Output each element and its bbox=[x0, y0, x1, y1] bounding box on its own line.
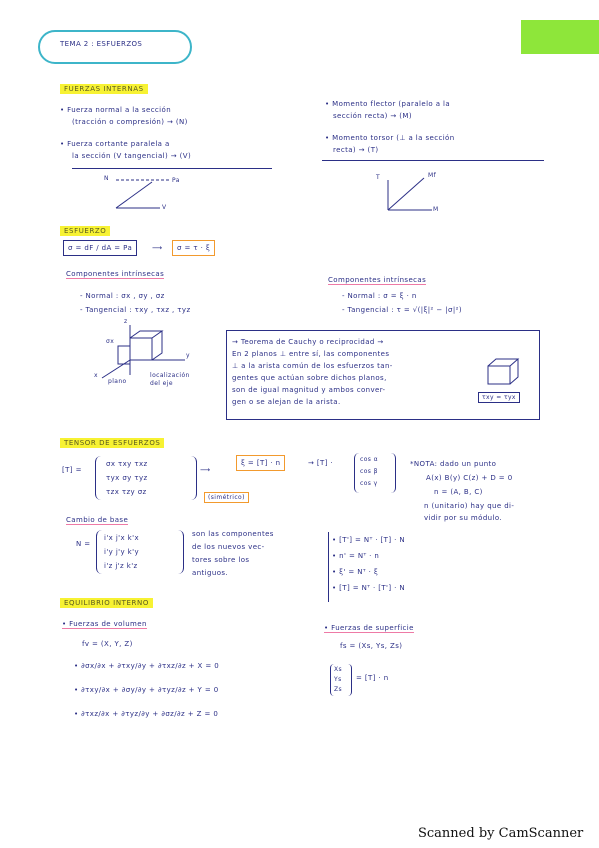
conversion-3: • ξ' = Nᵀ · ξ bbox=[332, 568, 379, 576]
cauchy-note-4: gentes que actúan sobre dichos planos, bbox=[232, 374, 387, 382]
cauchy-note-6: gen o se alejan de la arista. bbox=[232, 398, 341, 406]
conversion-list-bar bbox=[328, 532, 329, 602]
n-matrix-row-3: i'z j'z k'z bbox=[104, 562, 138, 570]
surface-vec-y: Ys bbox=[334, 676, 342, 683]
cauchy-cube-icon bbox=[484, 356, 524, 388]
tensor-row-1: σx τxy τxz bbox=[106, 460, 148, 468]
cauchy-note-3: ⊥ a la arista común de los esfuerzos tan- bbox=[232, 362, 393, 370]
change-desc-1: son las componentes bbox=[192, 530, 274, 538]
page-title: TEMA 2 : ESFUERZOS bbox=[60, 40, 143, 48]
s1-right-4: recta) → (T) bbox=[333, 146, 379, 154]
section-heading-tensor: TENSOR DE ESFUERZOS bbox=[60, 438, 164, 448]
conversion-4: • [T] = Nᵀ · [T'] · N bbox=[332, 584, 405, 592]
intrinsic-title: Componentes intrínsecas bbox=[328, 276, 427, 284]
surface-vec-z: Zs bbox=[334, 686, 343, 693]
surface-equation: = [T] · n bbox=[356, 674, 389, 682]
s1-divider-right bbox=[322, 160, 544, 161]
surface-forces-title: • Fuerzas de superficie bbox=[324, 624, 414, 632]
conversion-2: • n' = Nᵀ · n bbox=[332, 552, 380, 560]
scanner-watermark: Scanned by CamScanner bbox=[418, 826, 584, 841]
tensor-row-2: τyx σy τyz bbox=[106, 474, 148, 482]
n-matrix-row-2: i'y j'y k'y bbox=[104, 548, 139, 556]
volume-forces-vector: fv = (X, Y, Z) bbox=[82, 640, 133, 648]
volume-forces-title: • Fuerzas de volumen bbox=[62, 620, 147, 628]
s1-divider-left bbox=[72, 168, 272, 169]
nota-1: *NOTA: dado un punto bbox=[410, 460, 497, 468]
cosine-3: cos γ bbox=[360, 480, 378, 487]
diag2-label-t: T bbox=[376, 174, 381, 181]
equilibrium-eq-2: • ∂τxy/∂x + ∂σy/∂y + ∂τyz/∂z + Y = 0 bbox=[74, 686, 219, 694]
tensor-label: [T] = bbox=[62, 466, 82, 474]
stress-definition-box: σ = dF / dA = Pa bbox=[63, 240, 137, 256]
axis-location-label: localización del eje bbox=[150, 372, 190, 387]
section-heading-fuerzas-internas: FUERZAS INTERNAS bbox=[60, 84, 148, 94]
components-tangential: - Tangencial : τxy , τxz , τyz bbox=[80, 306, 191, 314]
n-matrix-label: N = bbox=[76, 540, 91, 548]
diag1-label-pa: Pa bbox=[172, 177, 180, 184]
tensor-equation-box: ξ = [T] · n bbox=[236, 455, 285, 471]
cauchy-note-1: → Teorema de Cauchy o reciprocidad → bbox=[232, 338, 384, 346]
s1-line-1: • Fuerza normal a la sección bbox=[60, 106, 172, 114]
section-heading-equilibrio: EQUILIBRIO INTERNO bbox=[60, 598, 153, 608]
change-desc-4: antiguos. bbox=[192, 569, 229, 577]
surface-vec-x: Xs bbox=[334, 666, 343, 673]
tensor-row-3: τzx τzy σz bbox=[106, 488, 147, 496]
diag2-label-m: M bbox=[433, 206, 439, 213]
equilibrium-eq-3: • ∂τxz/∂x + ∂τyz/∂y + ∂σz/∂z + Z = 0 bbox=[74, 710, 219, 718]
change-of-basis-title: Cambio de base bbox=[66, 516, 129, 524]
nota-3: n = (A, B, C) bbox=[434, 488, 483, 496]
arrow-to-box2: ⟶ bbox=[152, 244, 163, 252]
cauchy-note-2: En 2 planos ⊥ entre sí, las componentes bbox=[232, 350, 390, 358]
cosine-2: cos β bbox=[360, 468, 378, 475]
cauchy-equation: τxy = τyx bbox=[478, 392, 520, 403]
surface-forces-vector: fs = (Xs, Ys, Zs) bbox=[340, 642, 403, 650]
axis-y-label: y bbox=[186, 352, 190, 359]
diag1-label-v: V bbox=[162, 204, 167, 211]
nota-4: n (unitario) hay que di- bbox=[424, 502, 515, 510]
s1-right-2: sección recta) → (M) bbox=[333, 112, 413, 120]
stress-vector-box: σ = τ · ξ bbox=[172, 240, 215, 256]
components-normal: - Normal : σx , σy , σz bbox=[80, 292, 165, 300]
change-desc-3: tores sobre los bbox=[192, 556, 250, 564]
conversion-1: • [T'] = Nᵀ · [T] · N bbox=[332, 536, 405, 544]
cosine-1: cos α bbox=[360, 456, 378, 463]
section-heading-esfuerzo: ESFUERZO bbox=[60, 226, 110, 236]
diag2-label-mf: Mf bbox=[428, 172, 437, 179]
components-title: Componentes intrínsecas bbox=[66, 270, 165, 278]
intrinsic-normal: - Normal : σ = ξ · n bbox=[342, 292, 417, 300]
axis-z-label: z bbox=[124, 318, 128, 325]
intrinsic-tangential: - Tangencial : τ = √(|ξ|² − |σ|²) bbox=[342, 306, 462, 314]
s1-line-2: (tracción o compresión) → (N) bbox=[72, 118, 188, 126]
axis-x-label: x bbox=[94, 372, 98, 379]
nota-5: vidir por su módulo. bbox=[424, 514, 503, 522]
tensor-arrow: ⟶ bbox=[200, 466, 211, 474]
symmetric-label: (simétrico) bbox=[204, 492, 249, 503]
n-matrix-row-1: i'x j'x k'x bbox=[104, 534, 139, 542]
moment-diagram-right bbox=[376, 170, 456, 220]
corner-tab bbox=[521, 20, 599, 54]
s1-line-3: • Fuerza cortante paralela a bbox=[60, 140, 170, 148]
cauchy-note-5: son de igual magnitud y ambos conver- bbox=[232, 386, 386, 394]
nota-2: A(x) B(y) C(z) + D = 0 bbox=[426, 474, 513, 482]
diag1-label-n: N bbox=[104, 175, 109, 182]
s1-right-3: • Momento torsor (⊥ a la sección bbox=[325, 134, 455, 142]
force-diagram-left bbox=[100, 170, 200, 220]
equilibrium-eq-1: • ∂σx/∂x + ∂τxy/∂y + ∂τxz/∂z + X = 0 bbox=[74, 662, 220, 670]
change-desc-2: de los nuevos vec- bbox=[192, 543, 265, 551]
plane-label: plano bbox=[108, 378, 127, 385]
tensor-equation-2: → [T] · bbox=[308, 459, 334, 467]
s1-right-1: • Momento flector (paralelo a la bbox=[325, 100, 451, 108]
sigma-x-label: σx bbox=[106, 338, 115, 345]
s1-line-4: la sección (V tangencial) → (V) bbox=[72, 152, 192, 160]
